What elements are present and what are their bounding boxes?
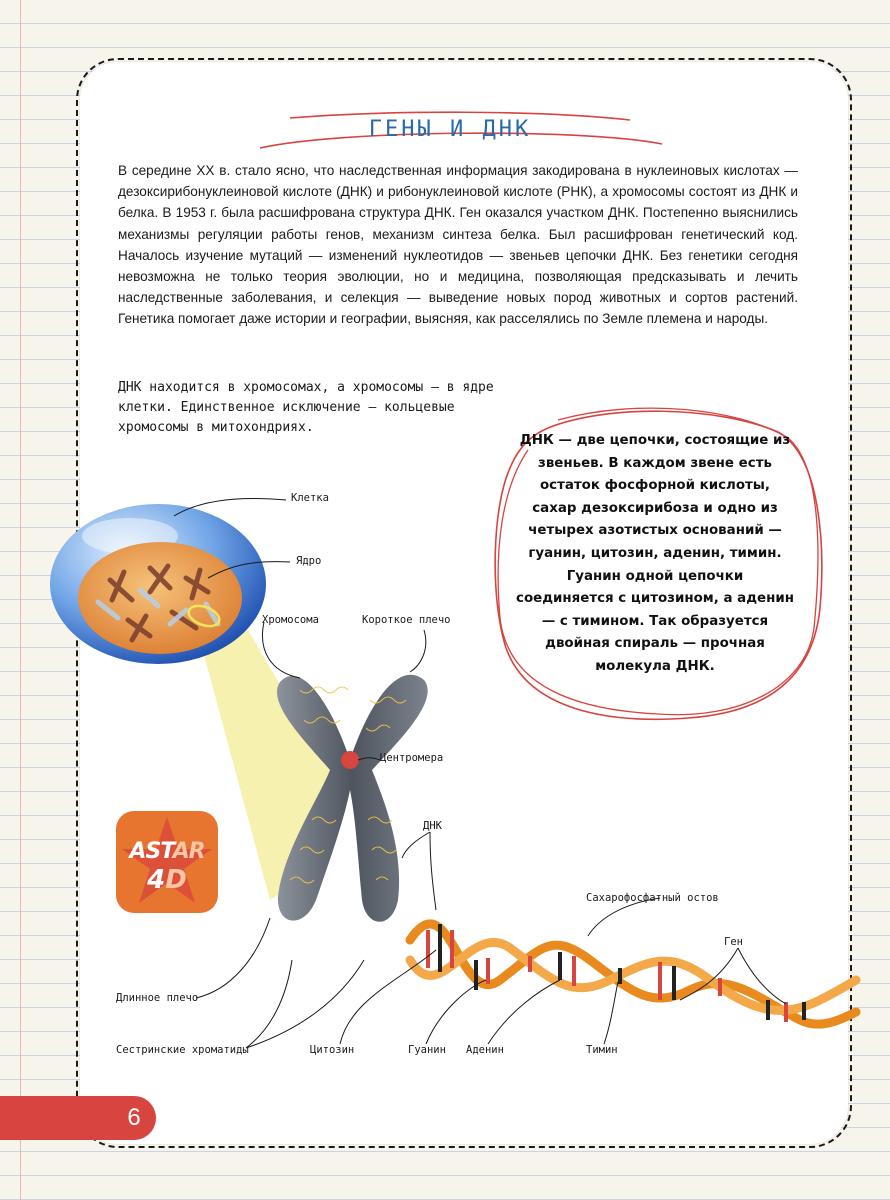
label-cell: Клетка: [291, 492, 329, 504]
label-long-arm: Длинное плечо: [116, 992, 199, 1004]
intro-paragraph: В середине XX в. стало ясно, что наследственная информация закодирована в нуклеиновых кислотах — дезоксирибонуклеиновой кислоте (ДНК) и рибонуклеиновой кислоте (РНК), а хромосомы состоят из ДНК и белка. В 1953 г. была расшифрована структура ДНК. Ген оказался участком ДНК. Постепенно выяснились механизмы регуляции работы генов, механизм синтеза белка. Был расшифрован генетический код. Началось изучение мутаций — изменений нуклеотидов — звеньев цепочки ДНК. Без генетики сегодня невозможна не только теория эволюции, но и медицина, позволяющая предсказывать и лечить наследственные заболевания, и селекция — выведение новых пород животных и сортов растений. Генетика помогает даже истории и географии, выясняя, как расселялись по Земле племена и народы.: [118, 163, 798, 327]
label-cytosine: Цитозин: [310, 1044, 355, 1056]
label-chromosome: Хромосома: [262, 614, 319, 626]
logo-text-4: 4: [147, 865, 166, 895]
label-dna: ДНК: [423, 820, 442, 832]
label-guanine: Гуанин: [408, 1044, 446, 1056]
astar-4d-logo[interactable]: [116, 811, 218, 913]
label-nucleus: Ядро: [296, 555, 322, 567]
page-number: 6: [127, 1104, 141, 1131]
nucleus-icon: [78, 542, 242, 654]
info-bubble-text: ДНК — две цепочки, состоящие из звеньев. В каждом звене есть остаток фосфорной кислоты, сахар дезоксирибоза и одно из четырех азотистых оснований — гуанин, цитозин, аденин, тимин. Гуанин одной цепочки соединяется с цитозином, а аденин — с тимином. Так образуется двойная спираль — прочная молекула ДНК.: [516, 433, 794, 674]
dna-helix-icon: [410, 924, 856, 1024]
logo-text-ar: AR: [172, 839, 205, 864]
handwritten-note: ДНК находится в хромосомах, а хромосомы — в ядре клетки. Единственное исключение — кольцевые хромосомы в митохондриях.: [118, 380, 494, 435]
label-centromere: Центромера: [380, 752, 444, 764]
label-short-arm: Короткое плечо: [362, 614, 451, 626]
label-gene: Ген: [724, 936, 743, 948]
label-adenine: Аденин: [466, 1044, 504, 1056]
logo-text-ast: AST: [129, 839, 173, 864]
logo-text-d: D: [165, 865, 187, 895]
logo-text-line2: [116, 865, 218, 895]
label-sister-chromatids: Сестринские хроматиды: [116, 1044, 249, 1056]
page-title: ГЕНЫ И ДНК: [368, 117, 532, 142]
label-thymine: Тимин: [586, 1044, 618, 1056]
label-backbone: Сахарофосфатный остов: [586, 892, 719, 904]
logo-text-line1: [116, 839, 218, 864]
